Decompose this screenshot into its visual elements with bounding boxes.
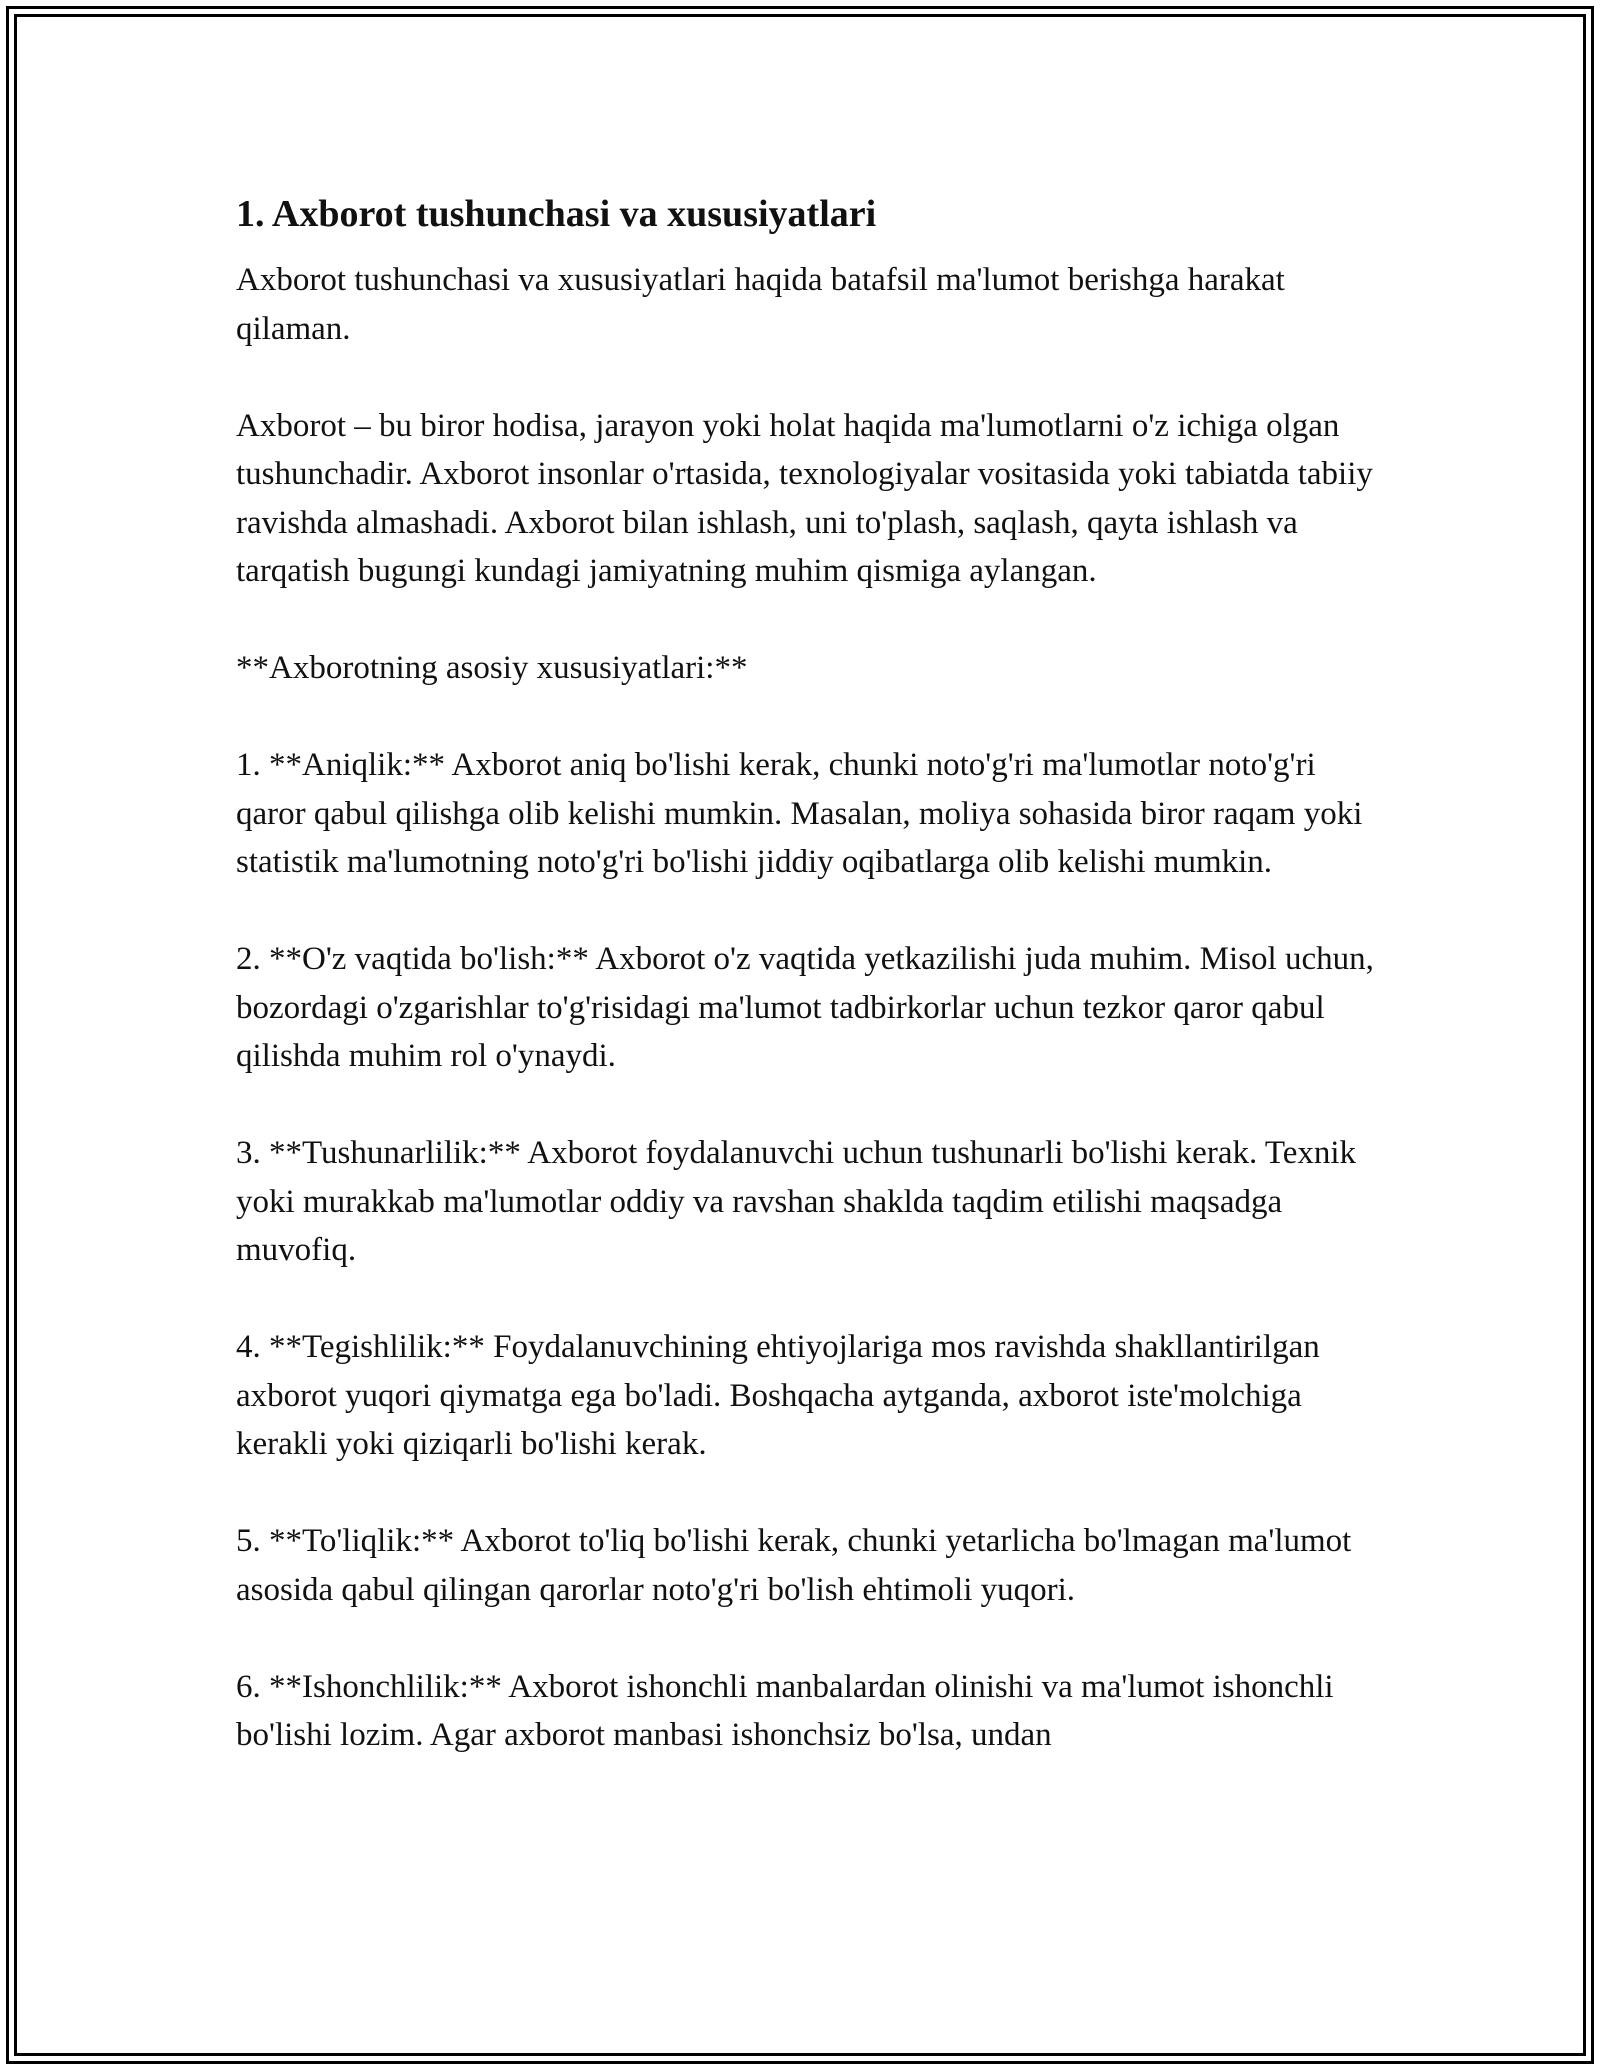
intro-paragraph: Axborot tushunchasi va xususiyatlari haqida batafsil ma'lumot berishga harakat qilaman. [236, 262, 1285, 347]
property-item-reliability: 6. **Ishonchlilik:** Axborot ishonchli manbalardan olinishi va ma'lumot ishonchli bo'lishi lozim. Agar axborot manbasi ishonchsiz bo'lsa, undan [236, 1668, 1334, 1753]
property-item-timeliness: 2. **O'z vaqtida bo'lish:** Axborot o'z vaqtida yetkazilishi juda muhim. Misol uchun, bozordagi o'zgarishlar to'g'risidagi ma'lumot tadbirkorlar uchun tezkor qaror qabul qilishda muhim rol o'ynaydi. [236, 941, 1374, 1074]
property-item-completeness: 5. **To'liqlik:** Axborot to'liq bo'lishi kerak, chunki yetarlicha bo'lmagan ma'lumot asosida qabul qilingan qarorlar noto'g'ri bo'lish ehtimoli yuqori. [236, 1523, 1352, 1608]
property-item-accuracy: 1. **Aniqlik:** Axborot aniq bo'lishi kerak, chunki noto'g'ri ma'lumotlar noto'g'ri qaror qabul qilishga olib kelishi mumkin. Masalan, moliya sohasida biror raqam yoki statistik ma'lumotning noto'g'ri bo'lishi jiddiy oqibatlarga olib kelishi mumkin. [236, 747, 1363, 880]
page-title: 1. Axborot tushunchasi va xususiyatlari [236, 193, 877, 235]
property-item-relevance: 4. **Tegishlilik:** Foydalanuvchining ehtiyojlariga mos ravishda shakllantirilgan axborot yuqori qiymatga ega bo'ladi. Boshqacha aytganda, axborot iste'molchiga kerakli yoki qiziqarli bo'lishi kerak. [236, 1329, 1320, 1462]
document-body [236, 188, 1376, 1760]
properties-heading: **Axborotning asosiy xususiyatlari:** [236, 650, 748, 686]
property-item-clarity: 3. **Tushunarlilik:** Axborot foydalanuvchi uchun tushunarli bo'lishi kerak. Texnik yoki murakkab ma'lumotlar oddiy va ravshan shaklda taqdim etilishi maqsadga muvofiq. [236, 1135, 1357, 1268]
definition-paragraph: Axborot – bu biror hodisa, jarayon yoki holat haqida ma'lumotlarni o'z ichiga olgan tushunchadir. Axborot insonlar o'rtasida, texnologiyalar vositasida yoki tabiatda tabiiy ravishda almashadi. Axborot bilan ishlash, uni to'plash, saqlash, qayta ishlash va tarqatish bugungi kundagi jamiyatning muhim qismiga aylangan. [236, 407, 1373, 589]
